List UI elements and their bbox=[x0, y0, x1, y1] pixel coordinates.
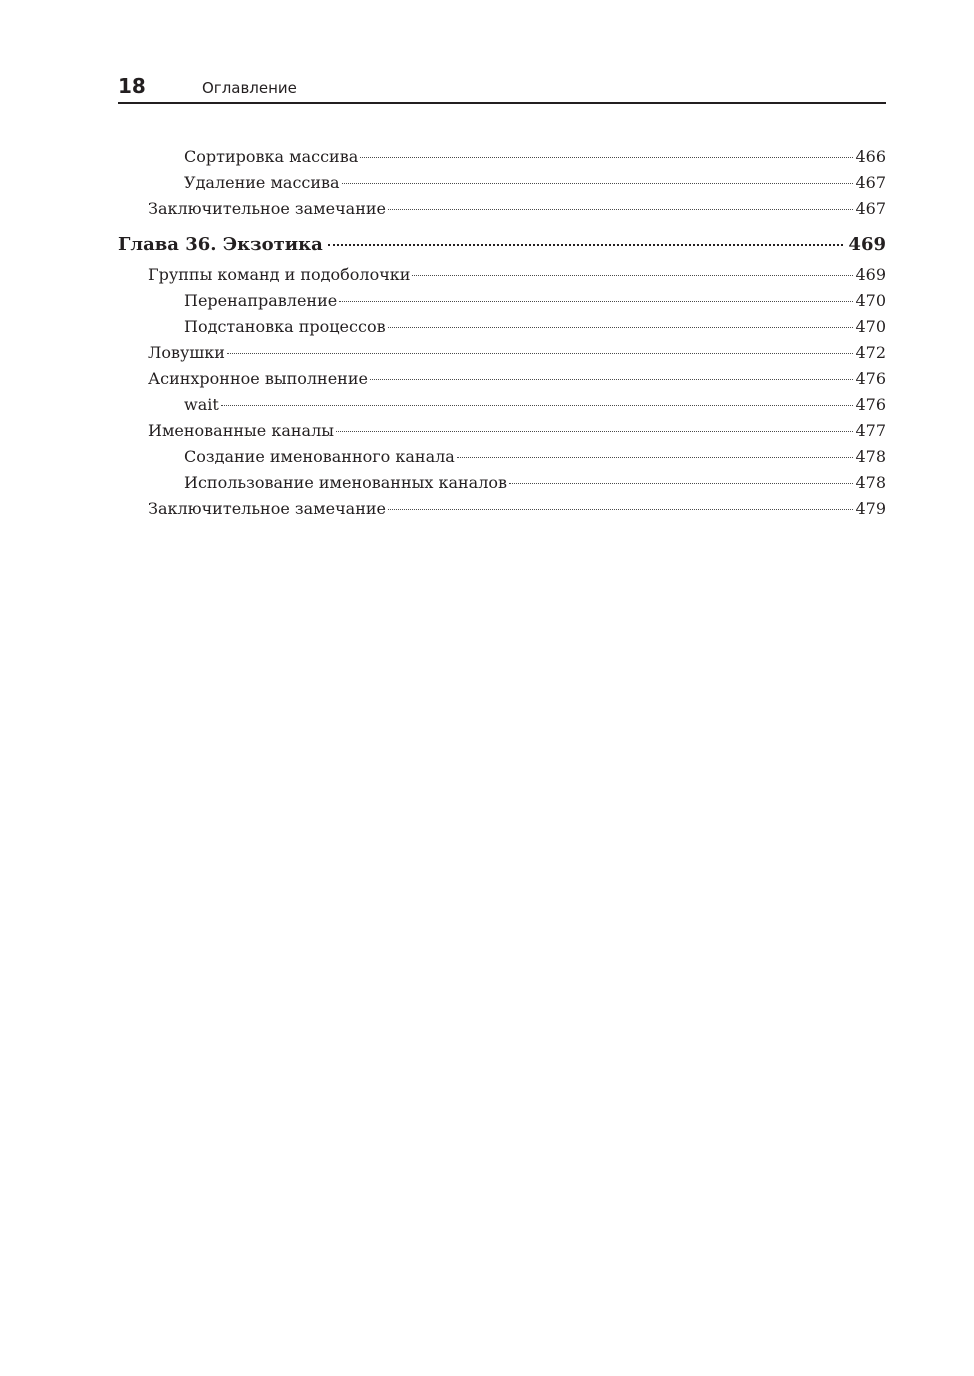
toc-entry-page: 472 bbox=[855, 343, 886, 362]
dot-leader bbox=[388, 209, 853, 210]
toc-entry-page: 467 bbox=[855, 173, 886, 192]
toc-entry[interactable] bbox=[118, 392, 886, 418]
toc-entry-title: Заключительное замечание bbox=[148, 499, 386, 518]
toc-entry[interactable] bbox=[118, 444, 886, 470]
toc-entry[interactable] bbox=[118, 470, 886, 496]
toc-entry-page: 469 bbox=[855, 265, 886, 284]
toc-entry-page: 478 bbox=[855, 473, 886, 492]
toc-entry-title: Удаление массива bbox=[184, 173, 340, 192]
toc-entry[interactable] bbox=[118, 144, 886, 170]
dot-leader bbox=[227, 353, 854, 354]
toc-entry-title: Асинхронное выполнение bbox=[148, 369, 368, 388]
dot-leader bbox=[509, 483, 853, 484]
toc-entry[interactable] bbox=[118, 340, 886, 366]
toc-entry-title: Заключительное замечание bbox=[148, 199, 386, 218]
toc-entry-page: 466 bbox=[855, 147, 886, 166]
toc-entry-page: 476 bbox=[855, 369, 886, 388]
toc-entry-page: 470 bbox=[855, 291, 886, 310]
dot-leader bbox=[370, 379, 854, 380]
toc-entry-title: Использование именованных каналов bbox=[184, 473, 508, 492]
dot-leader bbox=[457, 457, 854, 458]
toc-entry[interactable] bbox=[118, 314, 886, 340]
toc-entry[interactable] bbox=[118, 262, 886, 288]
dot-leader bbox=[342, 183, 854, 184]
toc-entry[interactable] bbox=[118, 196, 886, 222]
toc-entry[interactable] bbox=[118, 496, 886, 522]
table-of-contents bbox=[118, 144, 886, 522]
dot-leader bbox=[412, 275, 853, 276]
dot-leader bbox=[339, 301, 853, 302]
toc-entry-title: Создание именованного канала bbox=[184, 447, 455, 466]
dot-leader bbox=[328, 244, 844, 246]
toc-entry-title: Группы команд и подоболочки bbox=[148, 265, 411, 284]
toc-entry[interactable] bbox=[118, 170, 886, 196]
toc-entry[interactable] bbox=[118, 418, 886, 444]
running-title: Оглавление bbox=[202, 79, 297, 97]
dot-leader bbox=[336, 431, 853, 432]
toc-chapter-title: Глава 36. Экзотика bbox=[118, 234, 323, 255]
page-number: 18 bbox=[118, 74, 146, 98]
toc-entry-page: 478 bbox=[855, 447, 886, 466]
toc-entry-title: Перенаправление bbox=[184, 291, 338, 310]
toc-entry-title: wait bbox=[184, 395, 219, 414]
toc-entry[interactable] bbox=[118, 366, 886, 392]
toc-entry-title: Сортировка массива bbox=[184, 147, 359, 166]
toc-chapter-entry[interactable] bbox=[118, 230, 886, 260]
toc-entry-page: 479 bbox=[855, 499, 886, 518]
toc-entry-page: 476 bbox=[855, 395, 886, 414]
dot-leader bbox=[388, 509, 853, 510]
toc-entry-page: 467 bbox=[855, 199, 886, 218]
toc-entry-title: Именованные каналы bbox=[148, 421, 334, 440]
dot-leader bbox=[221, 405, 854, 406]
toc-entry-page: 470 bbox=[855, 317, 886, 336]
toc-entry-title: Подстановка процессов bbox=[184, 317, 386, 336]
page-header bbox=[118, 72, 886, 104]
toc-chapter-page: 469 bbox=[848, 234, 886, 255]
toc-entry[interactable] bbox=[118, 288, 886, 314]
toc-entry-page: 477 bbox=[855, 421, 886, 440]
toc-entry-title: Ловушки bbox=[148, 343, 225, 362]
dot-leader bbox=[360, 157, 853, 158]
dot-leader bbox=[388, 327, 854, 328]
